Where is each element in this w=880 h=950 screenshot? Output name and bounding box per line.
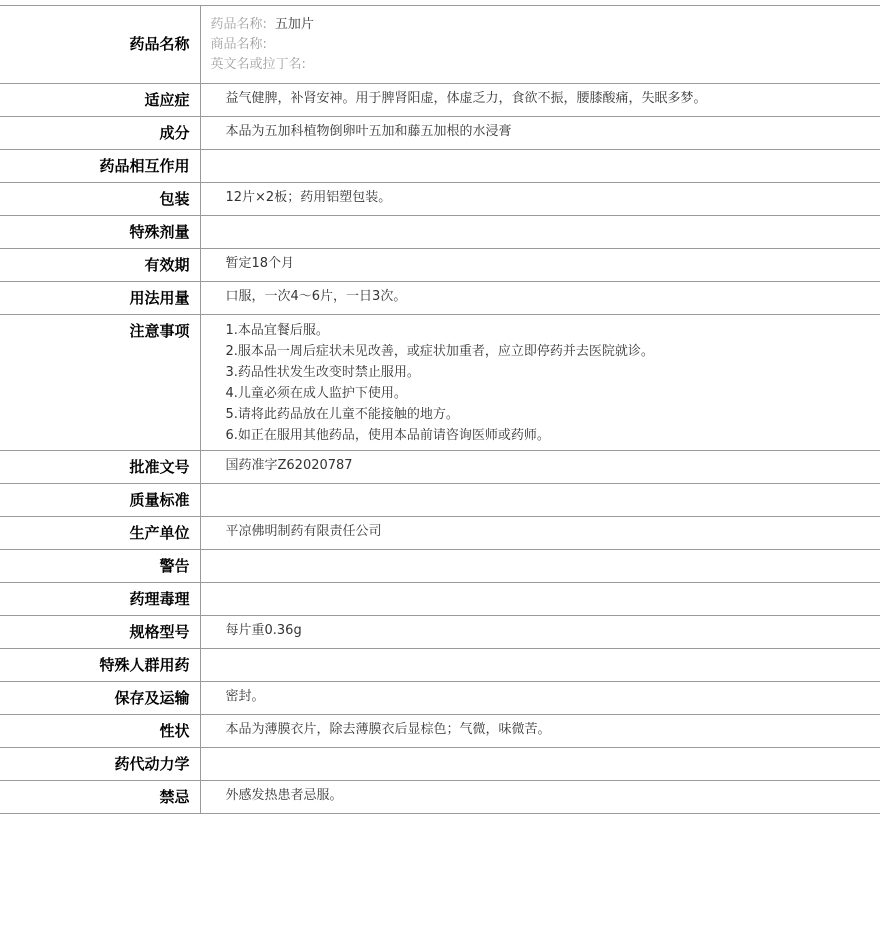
row-value-text: 外感发热患者忌服。 — [225, 788, 343, 803]
row-label-text: 有效期 — [144, 256, 190, 274]
row-value-text: 暂定18个月 — [225, 256, 295, 271]
row-label — [0, 715, 200, 748]
row-label-text: 质量标准 — [129, 491, 190, 509]
table-row — [0, 484, 880, 517]
row-label — [0, 150, 200, 183]
english-name-line — [211, 55, 880, 75]
row-value-text: 密封。 — [225, 689, 265, 704]
list-item: 1.本品宜餐后服。 — [225, 323, 329, 338]
row-value-text — [226, 484, 880, 496]
row-value — [200, 583, 880, 616]
table-row — [0, 616, 880, 649]
row-value-text: 国药准字Z62020787 — [225, 458, 353, 473]
trade-name-line — [211, 35, 880, 55]
generic-name-key: 药品名称: — [210, 17, 267, 32]
row-label — [0, 649, 200, 682]
row-value — [200, 282, 880, 315]
row-value — [200, 249, 880, 282]
row-label-text: 规格型号 — [129, 623, 190, 641]
table-row — [0, 183, 880, 216]
row-label — [0, 517, 200, 550]
row-label-text: 成分 — [159, 124, 190, 142]
row-value — [200, 682, 880, 715]
table-row — [0, 282, 880, 315]
list-item: 4.儿童必须在成人监护下使用。 — [225, 386, 407, 401]
table-row — [0, 550, 880, 583]
row-value — [200, 117, 880, 150]
row-value — [200, 616, 880, 649]
row-label — [0, 451, 200, 484]
row-label — [0, 682, 200, 715]
row-value — [200, 150, 880, 183]
row-value — [200, 517, 880, 550]
row-value-text: 本品为薄膜衣片，除去薄膜衣后显棕色；气微，味微苦。 — [225, 722, 551, 737]
list-item: 2.服本品一周后症状未见改善，或症状加重者，应立即停药并去医院就诊。 — [225, 344, 654, 359]
table-row — [0, 451, 880, 484]
list-item: 6.如正在服用其他药品，使用本品前请咨询医师或药师。 — [225, 428, 550, 443]
row-label — [0, 6, 200, 84]
english-name-key: 英文名或拉丁名: — [210, 57, 306, 72]
table-row — [0, 583, 880, 616]
table-row — [0, 249, 880, 282]
row-value-text — [226, 748, 880, 760]
table-row — [0, 682, 880, 715]
row-label-text: 生产单位 — [129, 524, 190, 542]
list-item: 3.药品性状发生改变时禁止服用。 — [225, 365, 420, 380]
row-value-text — [226, 649, 880, 661]
row-value-text — [226, 216, 880, 228]
table-row-drug-name — [0, 6, 880, 84]
table-row — [0, 117, 880, 150]
precautions-list — [226, 315, 880, 450]
row-value — [200, 6, 880, 84]
table-row — [0, 748, 880, 781]
row-value — [200, 315, 880, 451]
row-value-text: 每片重0.36g — [225, 623, 302, 638]
row-label-text: 注意事项 — [129, 322, 190, 340]
row-label-text: 特殊人群用药 — [99, 656, 190, 674]
row-label-text: 特殊剂量 — [129, 223, 190, 241]
row-label-text: 药品名称 — [129, 35, 190, 53]
table-row — [0, 649, 880, 682]
generic-name-line — [211, 15, 880, 35]
row-label-text: 性状 — [159, 722, 190, 740]
row-label — [0, 748, 200, 781]
row-value-text — [226, 550, 880, 562]
table-row — [0, 216, 880, 249]
row-label — [0, 117, 200, 150]
row-value — [200, 649, 880, 682]
row-label — [0, 583, 200, 616]
row-label-text: 药代动力学 — [114, 755, 190, 773]
row-label-text: 禁忌 — [159, 788, 190, 806]
row-label-text: 药理毒理 — [129, 590, 190, 608]
row-label — [0, 249, 200, 282]
row-value-text: 平凉佛明制药有限责任公司 — [225, 524, 382, 539]
row-label — [0, 484, 200, 517]
row-label — [0, 550, 200, 583]
row-value-text: 本品为五加科植物倒卵叶五加和藤五加根的水浸膏 — [225, 124, 512, 139]
row-label-text: 药品相互作用 — [99, 157, 190, 175]
row-value — [200, 748, 880, 781]
row-label-text: 适应症 — [144, 91, 190, 109]
row-value-text — [226, 583, 880, 595]
row-value-text: 益气健脾，补肾安神。用于脾肾阳虚，体虚乏力，食欲不振，腰膝酸痛，失眠多梦。 — [225, 91, 707, 106]
row-label — [0, 315, 200, 451]
row-label-text: 保存及运输 — [114, 689, 190, 707]
row-value — [200, 715, 880, 748]
row-value-text — [226, 150, 880, 162]
table-row — [0, 715, 880, 748]
table-row-precautions — [0, 315, 880, 451]
row-value — [200, 781, 880, 814]
row-label — [0, 781, 200, 814]
trade-name-key: 商品名称: — [210, 37, 267, 52]
row-label — [0, 616, 200, 649]
list-item: 5.请将此药品放在儿童不能接触的地方。 — [225, 407, 459, 422]
table-row — [0, 517, 880, 550]
row-value — [200, 484, 880, 517]
row-label — [0, 282, 200, 315]
table-row — [0, 84, 880, 117]
row-value — [200, 550, 880, 583]
row-label — [0, 216, 200, 249]
row-label — [0, 183, 200, 216]
row-value — [200, 216, 880, 249]
row-value-text: 12片×2板；药用铝塑包装。 — [225, 190, 392, 205]
row-value — [200, 451, 880, 484]
row-label-text: 警告 — [159, 557, 190, 575]
table-row — [0, 781, 880, 814]
row-value-text: 口服，一次4～6片，一日3次。 — [225, 289, 407, 304]
row-value — [200, 183, 880, 216]
row-label-text: 用法用量 — [129, 289, 190, 307]
generic-name-value: 五加片 — [274, 17, 314, 32]
row-label-text: 包装 — [159, 190, 190, 208]
row-label-text: 批准文号 — [129, 458, 190, 476]
table-row — [0, 150, 880, 183]
row-value — [200, 84, 880, 117]
row-label — [0, 84, 200, 117]
drug-spec-table — [0, 5, 880, 814]
